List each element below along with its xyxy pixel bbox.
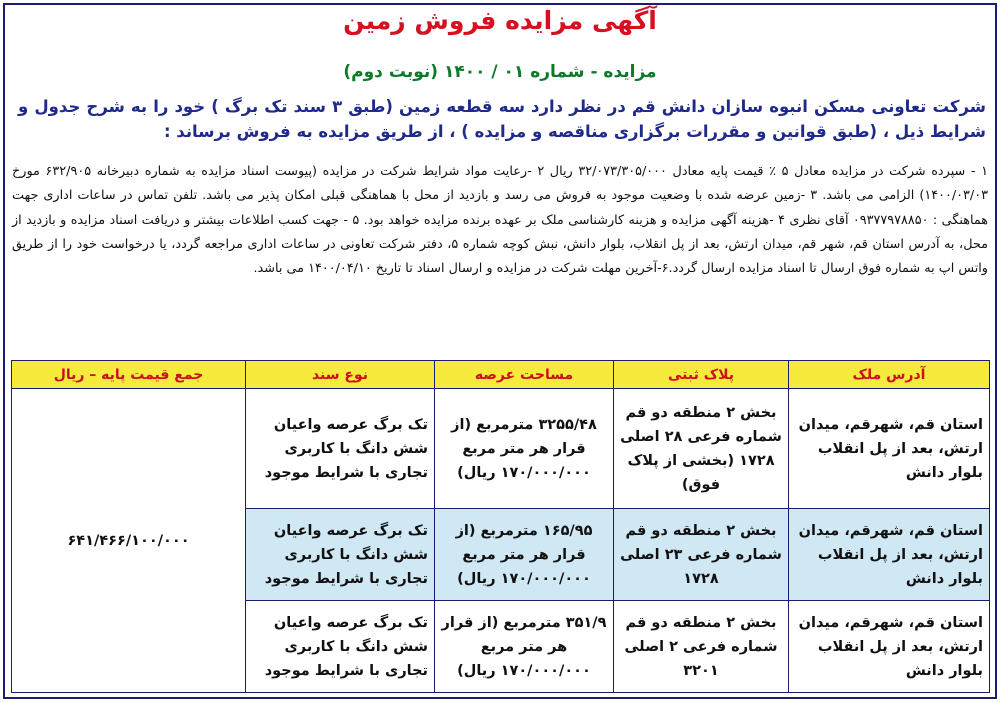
cell-plaque: بخش ۲ منطقه دو قم شماره فرعی ۲۸ اصلی ۱۷۲۸ (بخشی از پلاک فوق): [614, 389, 789, 509]
intro-paragraph: شرکت تعاونی مسکن انبوه سازان دانش قم در نظر دارد سه قطعه زمین (طبق ۳ سند تک برگ ) خود را به شرح جدول و شرایط ذیل ، (طبق قوانین و مقررات برگزاری مناقصه و مزایده ) ، از طریق مزایده به فروش برساند :: [18, 97, 986, 141]
header-area: مساحت عرصه: [435, 361, 614, 389]
cell-doc-type: تک برگ عرصه واعیان شش دانگ با کاربری تجاری با شرایط موجود: [246, 389, 435, 509]
cell-address: استان قم، شهرقم، میدان ارتش، بعد از پل انقلاب بلوار دانش: [789, 601, 990, 693]
table-header-row: [12, 361, 990, 389]
conditions-paragraph: ۱ - سپرده شرکت در مزایده معادل ۵ ٪ قیمت پایه معادل ۳۲/۰۷۳/۳۰۵/۰۰۰ ریال ۲ -رعایت مواد شرایط شرکت در مزایده (پیوست اسناد مزایده به شماره دبیرخانه ۶۳۲/۹۰۵ مورخ ۱۴۰۰/۰۳/۰۳) الزامی می باشد. ۳ -زمین عرضه شده با وضعیت موجود به فروش می رسد و بازدید از محل با هماهنگی قبلی امکان پذیر می باشد. تلفن تماس در ساعات اداری جهت هماهنگی : ۰۹۳۷۷۹۷۸۸۵۰ آقای نظری ۴ -هزینه آگهی مزایده و هزینه کارشناسی ملک بر عهده برنده مزایده خواهد بود. ۵ - جهت کسب اطلاعات بیشتر و دریافت اسناد مزایده و بازدید از محل، به آدرس استان قم، شهر قم، میدان ارتش، بعد از پل انقلاب، بلوار دانش، نبش کوچه شماره ۵، دفتر شرکت تعاونی در ساعات اداری مراجعه گردد، یا درخواست خود را از طریق واتس اپ به شماره فوق ارسال تا اسناد مزایده ارسال گردد.۶-آخرین مهلت شرکت در مزایده و ارسال اسناد تا تاریخ ۱۴۰۰/۰۴/۱۰ می باشد.: [12, 164, 988, 277]
cell-plaque: بخش ۲ منطقه دو قم شماره فرعی ۲۳ اصلی ۱۷۲۸: [614, 509, 789, 601]
cell-area: ۳۲۵۵/۴۸ مترمربع (از قرار هر متر مربع ۱۷۰/۰۰۰/۰۰۰ ریال): [435, 389, 614, 509]
header-doc-type: نوع سند: [246, 361, 435, 389]
cell-area: ۱۶۵/۹۵ مترمربع (از قرار هر متر مربع ۱۷۰/۰۰۰/۰۰۰ ریال): [435, 509, 614, 601]
ad-title: آگهی مزایده فروش زمین: [343, 6, 657, 35]
cell-plaque: بخش ۲ منطقه دو قم شماره فرعی ۲ اصلی ۳۲۰۱: [614, 601, 789, 693]
cell-doc-type: تک برگ عرصه واعیان شش دانگ با کاربری تجاری با شرایط موجود: [246, 509, 435, 601]
cell-area: ۳۵۱/۹ مترمربع (از قرار هر متر مربع ۱۷۰/۰۰۰/۰۰۰ ریال): [435, 601, 614, 693]
cell-address: استان قم، شهرقم، میدان ارتش، بعد از پل انقلاب بلوار دانش: [789, 389, 990, 509]
header-total-price: جمع قیمت پایه – ریال: [12, 361, 246, 389]
header-address: آدرس ملک: [789, 361, 990, 389]
cell-total-price: ۶۴۱/۴۶۶/۱۰۰/۰۰۰: [12, 389, 246, 693]
cell-doc-type: تک برگ عرصه واعیان شش دانگ با کاربری تجاری با شرایط موجود: [246, 601, 435, 693]
properties-table: [11, 360, 990, 693]
header-plaque: پلاک ثبتی: [614, 361, 789, 389]
cell-address: استان قم، شهرقم، میدان ارتش، بعد از پل انقلاب بلوار دانش: [789, 509, 990, 601]
table-row: [12, 389, 990, 509]
ad-subtitle: مزایده - شماره ۰۱ / ۱۴۰۰ (نوبت دوم): [343, 62, 657, 82]
